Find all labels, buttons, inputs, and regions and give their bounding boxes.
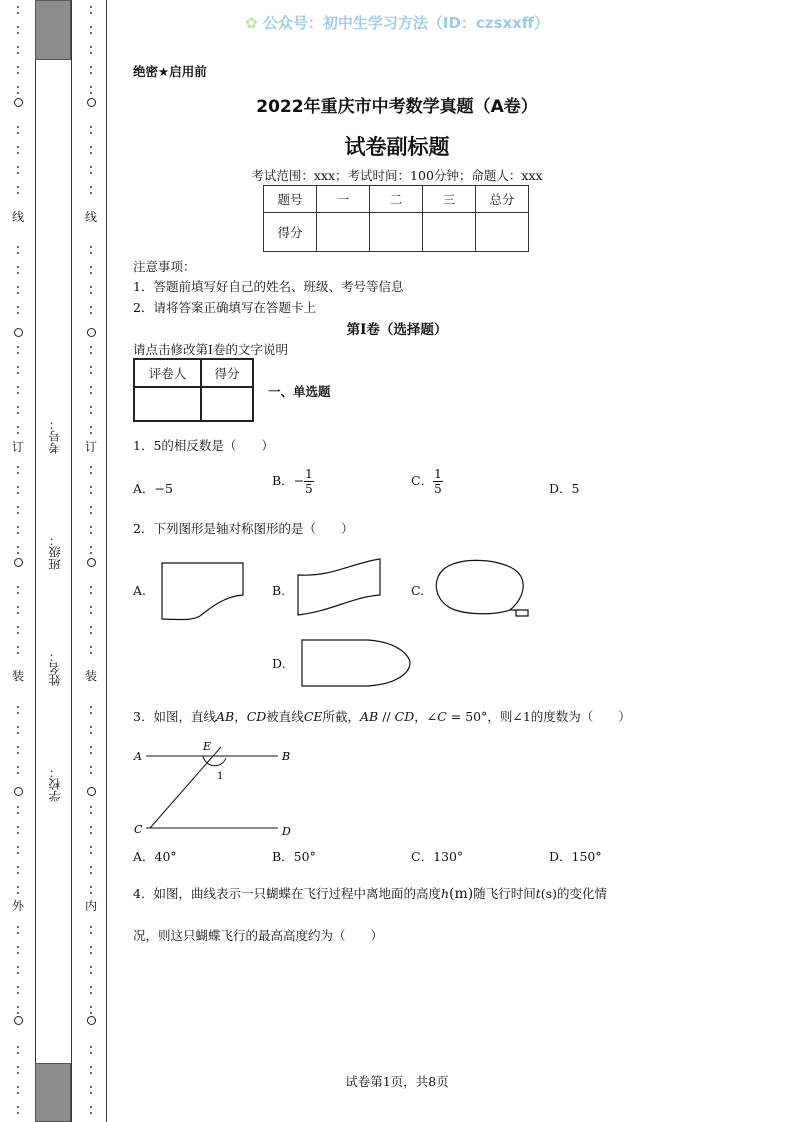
field-name: 姓名： [48,650,62,686]
inner-char-ding: 订 [84,440,97,454]
q3-var: CD [246,709,267,724]
dotted-separator [90,586,94,598]
score-header-cell: 三 [423,186,476,213]
dotted-separator [17,486,21,498]
q3-label-a: A [134,750,142,763]
q3-var: C [437,709,447,724]
q3-label-c: C [134,823,143,836]
grader-table [133,358,254,422]
q3-stem-part: // [378,709,395,724]
dotted-separator [90,346,94,358]
q3-stem-part: 3．如图，直线 [133,709,216,724]
secret-label: 绝密★启用前 [133,64,207,79]
dotted-separator [17,186,21,198]
field-school: 学校： [48,766,62,802]
q2-option-a: A. [133,583,147,598]
notice-title: 注意事项： [133,259,196,274]
q1-option-c [411,467,443,496]
fraction-denominator: 5 [434,482,442,496]
fraction-numerator: 1 [305,467,313,481]
q2-shape-a [155,558,250,624]
dotted-separator [90,966,94,978]
dotted-separator [17,266,21,278]
outer-char-wai: 外 [11,899,24,913]
q3-label-b: B [282,750,291,763]
q2-shape-b [292,555,387,623]
score-cell [370,213,423,252]
dotted-separator [17,966,21,978]
q3-stem-part: 所截， [322,709,361,724]
dotted-separator [90,286,94,298]
dotted-separator [90,926,94,938]
dotted-separator [90,946,94,958]
score-cell [423,213,476,252]
q2-option-d: D. [272,656,286,671]
dotted-separator [17,746,21,758]
dotted-separator [17,246,21,258]
field-exam-number: 考号： [48,418,62,454]
score-header-cell: 总分 [476,186,529,213]
dotted-separator [90,806,94,818]
dotted-separator [17,426,21,438]
grader-cell [201,387,253,421]
dotted-separator [90,266,94,278]
dotted-separator [17,826,21,838]
notice-item: 2．请将答案正确填写在答题卡上 [133,300,316,315]
dotted-separator [17,626,21,638]
q3-stem-part: ，∠ [414,709,438,724]
page-footer: 试卷第1页，共8页 [345,1074,449,1089]
dotted-separator [90,646,94,658]
q4-stem-part: 随飞行时间 [473,886,536,901]
watermark-text: 公众号：初中生学习方法（ID：czsxxff） [262,14,549,32]
q3-stem [133,707,631,725]
q1-option-c-fraction [433,467,443,496]
dotted-separator [90,506,94,518]
dotted-separator [90,1046,94,1058]
grader-header-cell: 评卷人 [134,359,201,387]
dotted-separator [17,846,21,858]
q2-option-c: C. [411,583,425,598]
q4-var-h: h [440,886,450,901]
dotted-separator [90,766,94,778]
q3-label-1: 1 [217,771,224,782]
dotted-separator [17,586,21,598]
inner-char-nei: 内 [84,899,97,913]
dotted-separator [17,806,21,818]
q4-stem-part: 的变化情 [556,886,607,901]
score-cell [476,213,529,252]
dotted-separator [17,346,21,358]
dotted-separator [90,726,94,738]
q3-var: CE [303,709,323,724]
dotted-separator [17,646,21,658]
q3-option-c: C．130° [411,849,464,864]
dotted-separator [17,366,21,378]
q3-stem-part: = 50°，则∠1的度数为（ ） [446,709,631,724]
binding-hole-circle [87,787,96,796]
field-class: 班级： [48,534,62,570]
q3-stem-part: 被直线 [266,709,304,724]
outer-char-zhuang: 装 [11,669,24,683]
watermark [0,12,794,33]
q3-option-d: D．150° [549,849,602,864]
dotted-separator [17,406,21,418]
q3-var: AB [215,709,235,724]
dotted-separator [17,1106,21,1118]
q1-option-b-label: B． [272,473,294,488]
q4-stem-part: 4．如图，曲线表示一只蝴蝶在飞行过程中离地面的高度 [133,886,441,901]
q2-stem: 2．下列图形是轴对称图形的是（ ） [133,521,354,536]
fraction-denominator: 5 [305,482,313,496]
q2-shape-d [298,636,416,692]
q1-option-b-fraction [304,467,314,496]
score-row-label: 得分 [264,213,317,252]
fraction-numerator: 1 [434,467,442,481]
dotted-separator [90,186,94,198]
dotted-separator [17,706,21,718]
exam-info: 考试范围：xxx；考试时间：100分钟；命题人：xxx [251,168,543,183]
dotted-separator [17,766,21,778]
binding-hole-circle [87,558,96,567]
q1-option-b-sign: − [293,473,305,488]
q4-var-t: t [535,886,541,901]
dotted-separator [17,386,21,398]
dotted-separator [90,846,94,858]
inner-char-xian: 线 [84,210,97,224]
dotted-separator [17,306,21,318]
q1-option-a: A．−5 [133,481,173,496]
dotted-separator [17,1046,21,1058]
grader-cell [134,387,201,421]
dotted-separator [90,706,94,718]
dotted-separator [90,826,94,838]
notice-item: 1．答题前填写好自己的姓名、班级、考号等信息 [133,279,404,294]
q3-var: AB [360,709,379,724]
dotted-separator [90,866,94,878]
dotted-separator [90,546,94,558]
dotted-separator [17,506,21,518]
dotted-separator [17,606,21,618]
dotted-separator [90,1106,94,1118]
q3-label-d: D [282,825,291,838]
dotted-separator [90,746,94,758]
dotted-separator [90,486,94,498]
dotted-separator [90,886,94,898]
dotted-separator [17,866,21,878]
dotted-separator [90,626,94,638]
part1-title: 第I卷（选择题） [346,322,448,338]
q4-unit-s: (s) [540,886,557,901]
outer-char-xian: 线 [11,210,24,224]
binding-hole-circle [14,787,23,796]
dotted-separator [17,726,21,738]
q1-option-c-label: C． [411,473,434,488]
dotted-separator [17,466,21,478]
wechat-icon: ✿ [245,14,258,32]
dotted-separator [90,366,94,378]
outer-char-ding: 订 [11,440,24,454]
q1-stem: 1．5的相反数是（ ） [133,438,274,453]
dotted-separator [90,406,94,418]
dotted-separator [90,66,94,78]
binding-hole-circle [87,1016,96,1025]
grader-header-cell: 得分 [201,359,253,387]
score-table [263,185,529,252]
exam-subtitle: 试卷副标题 [344,135,450,159]
q3-label-e: E [203,740,212,753]
dotted-separator [17,926,21,938]
q3-figure [128,736,308,842]
section-title: 一、单选题 [268,384,331,399]
dotted-separator [17,286,21,298]
q3-var: CD [394,709,415,724]
dotted-separator [90,246,94,258]
dotted-separator [17,886,21,898]
dotted-separator [90,466,94,478]
q3-stem-part: ， [234,709,247,724]
dotted-separator [90,526,94,538]
dotted-separator [90,426,94,438]
q4-stem-line1 [133,884,607,902]
score-header-cell: 一 [317,186,370,213]
dotted-separator [17,46,21,58]
score-header-cell: 二 [370,186,423,213]
dotted-separator [17,946,21,958]
dotted-separator [90,386,94,398]
q3-option-b: B．50° [272,849,316,864]
dotted-separator [17,526,21,538]
q4-stem-line2: 况，则这只蝴蝶飞行的最高高度约为（ ） [133,928,384,943]
dotted-separator [17,986,21,998]
binding-hole-circle [14,558,23,567]
binding-hole-circle [14,1016,23,1025]
q1-option-b [272,467,314,496]
part1-desc: 请点击修改第I卷的文字说明 [133,342,288,357]
dotted-separator [90,306,94,318]
exam-title: 2022年重庆市中考数学真题（A卷） [256,97,538,117]
dotted-separator [90,46,94,58]
q4-unit-m: (m) [449,886,474,902]
q2-option-b: B. [272,583,286,598]
q3-option-a: A．40° [133,849,177,864]
dotted-separator [17,546,21,558]
dotted-separator [90,606,94,618]
score-header-cell: 题号 [264,186,317,213]
score-cell [317,213,370,252]
dotted-separator [90,986,94,998]
dotted-separator [17,66,21,78]
inner-char-zhuang: 装 [84,669,97,683]
q2-shape-c [430,558,535,624]
q1-option-d: D．5 [549,481,580,496]
